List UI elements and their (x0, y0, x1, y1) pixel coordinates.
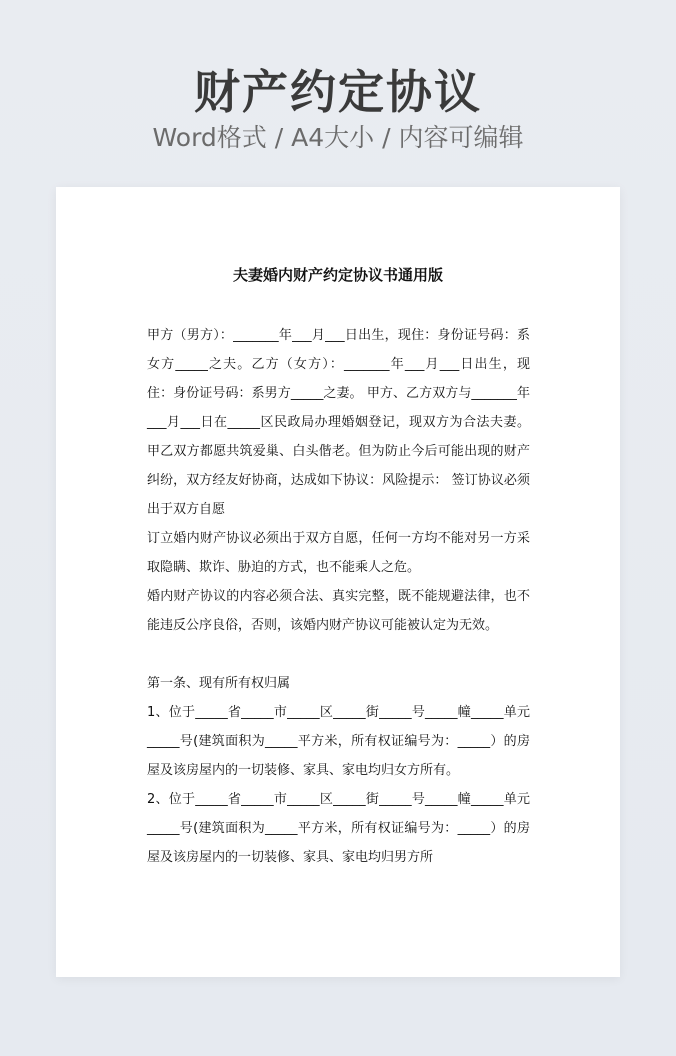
paragraph-legality: 婚内财产协议的内容必须合法、真实完整，既不能规避法律，也不能违反公序良俗，否则，该婚内财产协议可能被认定为无效。 (147, 589, 530, 633)
document-body (147, 321, 530, 872)
clause-1-2: 2、位于_____省_____市_____区_____街_____号_____幢_____单元_____号(建筑面积为_____平方米，所有权证编号为：_____）的房屋及该房屋内的一切装修、家具、家电均归男方所 (147, 792, 530, 865)
paragraph-spacer (147, 640, 530, 669)
document-title: 夫妻婚内财产约定协议书通用版 (232, 266, 443, 284)
banner-title: 财产约定协议 (194, 65, 482, 119)
document-page (56, 187, 620, 977)
paragraph-voluntary: 订立婚内财产协议必须出于双方自愿，任何一方均不能对另一方采取隐瞒、欺诈、胁迫的方式，也不能乘人之危。 (147, 531, 530, 575)
paragraph-preamble: 甲方（男方）：_______年___月___日出生，现住：身份证号码：系女方_____之夫。乙方（女方）：_______年___月___日出生，现住：身份证号码：系男方_____之妻。 甲方、乙方双方与_______年___月___日在_____区民政局办理婚姻登记，现双方为合法夫妻。甲乙双方都愿共筑爱巢、白头偕老。但为防止今后可能出现的财产纠纷，双方经友好协商，达成如下协议：风险提示： 签订协议必须出于双方自愿 (147, 328, 530, 517)
section-heading-article-1: 第一条、现有所有权归属 (147, 676, 291, 691)
clause-1-1: 1、位于_____省_____市_____区_____街_____号_____幢_____单元_____号(建筑面积为_____平方米，所有权证编号为：_____）的房屋及该房屋内的一切装修、家具、家电均归女方所有。 (147, 705, 530, 778)
banner-subtitle: Word格式 / A4大小 / 内容可编辑 (152, 123, 524, 152)
